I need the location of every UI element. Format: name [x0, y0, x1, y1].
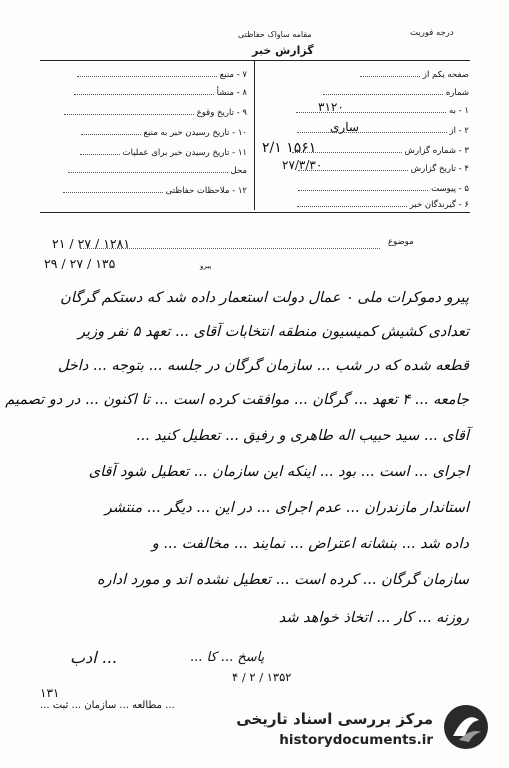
- field-source: ۷ - منبع: [77, 68, 247, 80]
- form-top-rule: [40, 60, 470, 61]
- value-report-date: ۲۷/۳/۳۰: [282, 158, 323, 172]
- body-line-10: روزنه ... کار ... اتخاذ خواهد شد: [278, 610, 469, 626]
- field-security-notes: ۱۲ - ملاحظات حفاظتی: [63, 184, 247, 196]
- value-to: ۳۱۲۰: [318, 100, 344, 114]
- field-recipients: ۶ - گیرندگان خبر: [297, 198, 469, 210]
- field-page: صفحه یکم از: [360, 68, 469, 80]
- field-number: شماره: [323, 86, 469, 98]
- body-line-9: سازمان گرگان ... کرده است ... تعطیل نشده اند و مورد اداره: [97, 572, 469, 588]
- organization-label: مقامه ساواک حفاظتی: [238, 30, 312, 39]
- field-report-date: ۴ - تاریخ گزارش: [298, 162, 469, 174]
- value-from: ساری: [330, 120, 359, 134]
- field-occurrence-date: ۹ - تاریخ وقوع: [64, 106, 247, 118]
- watermark-url: historydocuments.ir: [279, 732, 433, 748]
- stamp-date: ۱۳۵۲ / ۲ / ۴: [232, 670, 292, 684]
- field-to: ۱ - به: [296, 104, 469, 116]
- reference-line-2: ۱۳۵ / ۲۷ / ۲۹: [44, 256, 116, 271]
- signature: ... ادب: [70, 648, 117, 667]
- subject-label: موضوع: [388, 237, 414, 247]
- field-operation-receipt-date: ۱۱ - تاریخ رسیدن خبر برای عملیات: [80, 146, 247, 158]
- body-line-8: داده شد ... بنشانه اعتراض ... نمایند ... مخالفت ... و: [151, 536, 469, 552]
- signature-subtext: پاسخ ... کا ...: [190, 650, 265, 665]
- body-line-4: جامعه ... ۴ تعهد ... گرگان ... موافقت کرده است ... تا اکنون ... در دو تصمیم: [5, 392, 469, 408]
- reference-prefix: پیرو: [200, 262, 212, 270]
- body-line-3: قطعه شده که در شب ... سازمان گرگان در جلسه ... بتوجه ... داخل: [57, 358, 469, 374]
- body-line-7: استاندار مازندران ... عدم اجرای ... در این ... دیگر ... منتشر: [104, 500, 469, 516]
- value-report-number: ۲/۱ ۱۵۶۱: [262, 140, 317, 156]
- form-divider: [254, 60, 255, 210]
- body-line-1: پیرو دموکرات ملی ۰ عمال دولت استعمار داده شد که دستکم گرگان: [60, 290, 469, 306]
- watermark: [236, 700, 495, 756]
- field-attachment: ۵ - پیوست: [298, 182, 469, 194]
- body-line-6: اجرای ... است ... بود ... اینکه این سازمان ... تعطیل شود آقای: [88, 464, 469, 480]
- watermark-title: مرکز بررسی اسناد تاریخی: [236, 710, 433, 728]
- body-line-5: آقای ... سید حبیب اله طاهری و رفیق ... تعطیل کنید ...: [135, 428, 469, 444]
- field-location: محل: [68, 164, 247, 176]
- body-line-2: تعدادی کشیش کمیسیون منطقه انتخابات آقای ... تعهد ۵ نفر وزیر: [78, 324, 469, 340]
- form-bottom-rule: [40, 212, 470, 213]
- field-report-number: ۳ - شماره گزارش: [292, 144, 469, 156]
- archive-logo-icon: [441, 702, 491, 752]
- field-from: ۲ - از: [297, 124, 469, 136]
- reference-line-1: ۱۲۸۱ / ۲۷ / ۲۱: [52, 236, 131, 251]
- classification-label: درجه فوریت: [410, 28, 454, 38]
- field-source-receipt-date: ۱۰ - تاریخ رسیدن خبر به منبع: [81, 126, 247, 138]
- document-title: گزارش خبر: [252, 44, 314, 57]
- bottom-note-text: ... مطالعه ... سازمان ... ثبت ...: [40, 700, 175, 711]
- bottom-note-number: ۱۳۱: [40, 686, 60, 700]
- field-origin: ۸ - منشأ: [74, 86, 247, 98]
